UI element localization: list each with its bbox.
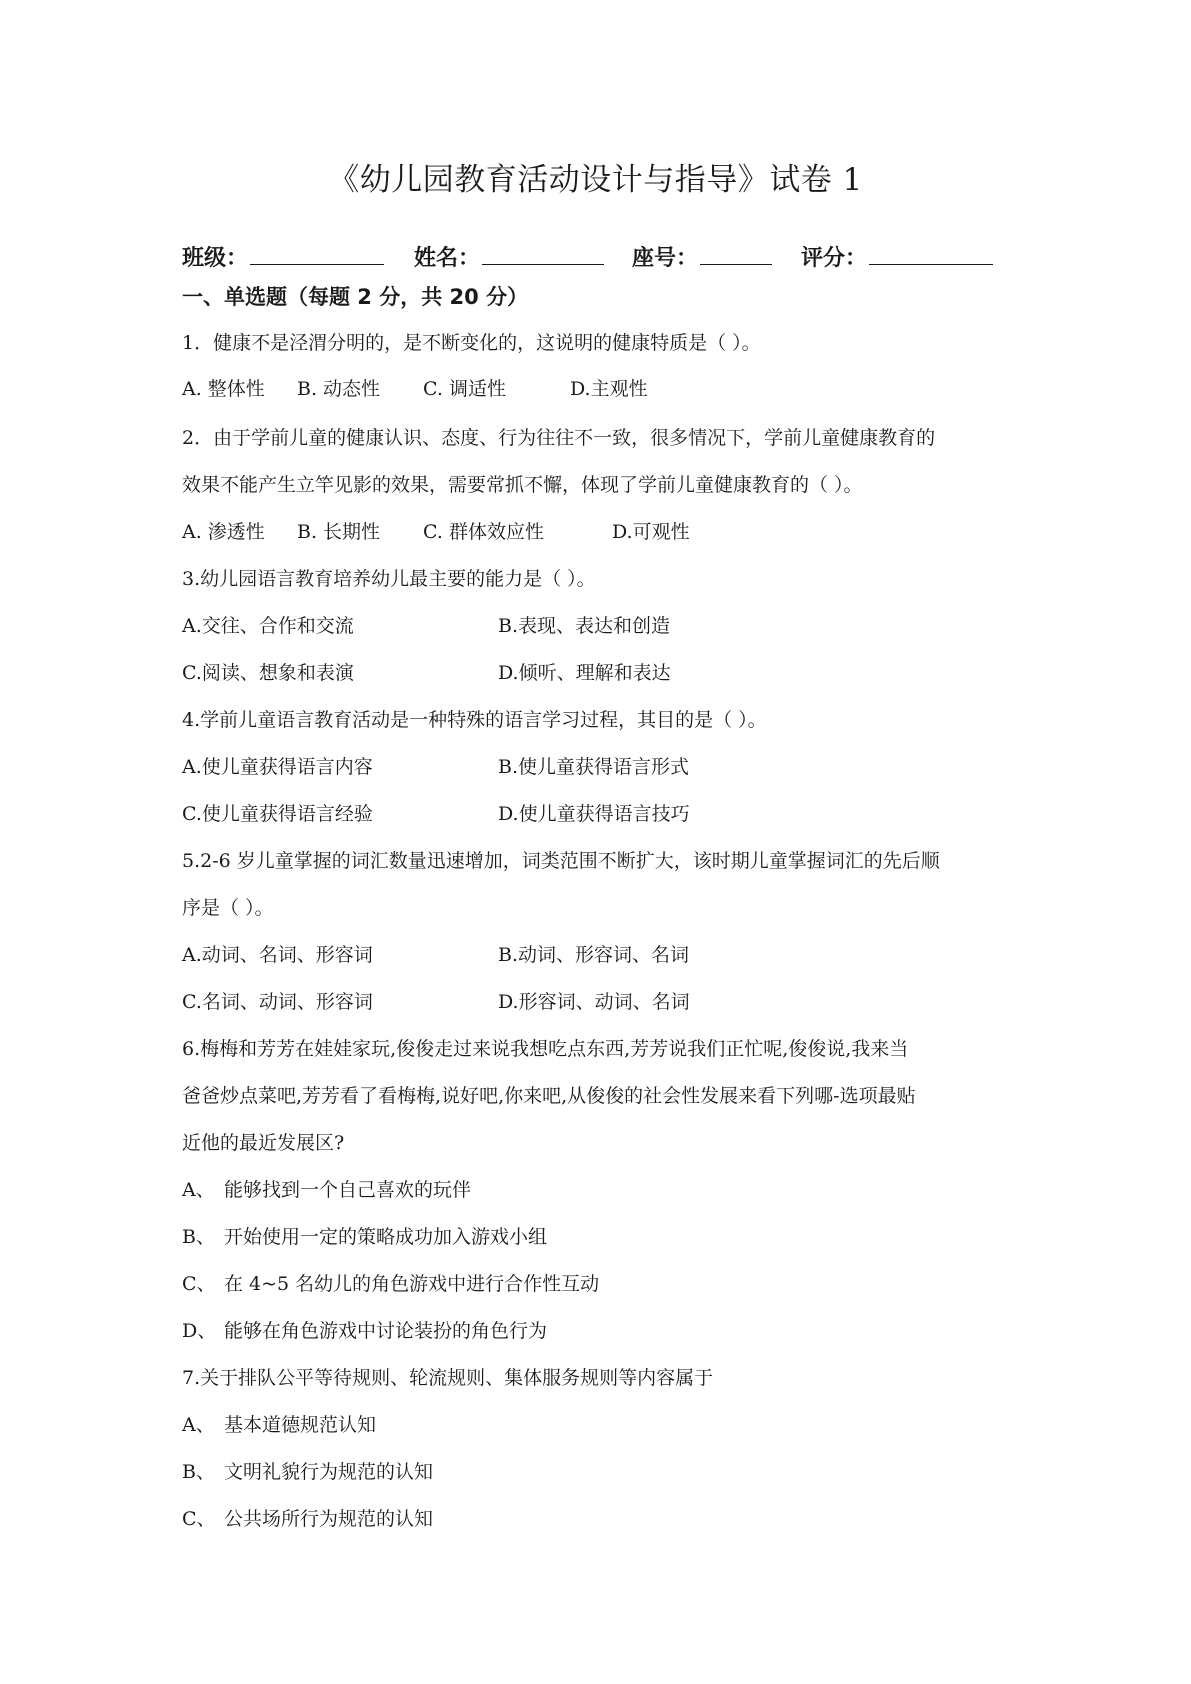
q4-option-d[interactable]: D.使儿童获得语言技巧: [498, 803, 690, 825]
q5-stem-line2: 序是（ ）。: [182, 897, 274, 919]
q6-option-c-label: C、: [182, 1273, 216, 1295]
score-blank[interactable]: [869, 240, 993, 265]
q3-option-d[interactable]: D.倾听、理解和表达: [498, 662, 671, 684]
q3-stem: 3.幼儿园语言教育培养幼儿最主要的能力是（ ）。: [182, 568, 596, 590]
q6-option-c-text: 在 4~5 名幼儿的角色游戏中进行合作性互动: [224, 1273, 600, 1295]
q4-option-a[interactable]: A.使儿童获得语言内容: [182, 756, 373, 778]
score-field: [801, 240, 993, 272]
q5-options-row1: [182, 942, 982, 968]
name-field: [414, 240, 604, 272]
q1-stem: 1．健康不是泾渭分明的，是不断变化的，这说明的健康特质是（ ）。: [182, 332, 761, 354]
q7-stem: 7.关于排队公平等待规则、轮流规则、集体服务规则等内容属于: [182, 1367, 714, 1389]
score-label: 评分：: [801, 246, 868, 271]
q2-option-c[interactable]: C. 群体效应性: [423, 521, 544, 543]
q7-option-a-text: 基本道德规范认知: [224, 1414, 377, 1436]
q1-option-c[interactable]: C. 调适性: [423, 378, 506, 400]
class-blank[interactable]: [250, 240, 384, 265]
name-blank[interactable]: [482, 240, 604, 265]
seat-label: 座号：: [632, 246, 699, 271]
q6-option-b[interactable]: [182, 1224, 982, 1250]
q7-option-b-text: 文明礼貌行为规范的认知: [224, 1461, 434, 1483]
q2-option-a[interactable]: A. 渗透性: [182, 521, 265, 543]
student-info-row: [182, 240, 1012, 272]
q4-options-row1: [182, 754, 982, 780]
q6-option-b-label: B、: [182, 1226, 215, 1248]
q3-option-b[interactable]: B.表现、表达和创造: [498, 615, 671, 637]
q5-stem-line1: 5.2-6 岁儿童掌握的词汇数量迅速增加，词类范围不断扩大，该时期儿童掌握词汇的先后顺: [182, 850, 940, 872]
q1-options: [182, 376, 982, 402]
q6-option-c[interactable]: [182, 1271, 982, 1297]
q1-option-a[interactable]: A. 整体性: [182, 378, 265, 400]
q6-option-d-text: 能够在角色游戏中讨论装扮的角色行为: [224, 1320, 548, 1342]
q7-option-b-label: B、: [182, 1461, 215, 1483]
q6-stem-line3: 近他的最近发展区?: [182, 1132, 345, 1154]
class-label: 班级：: [182, 246, 249, 271]
seat-blank[interactable]: [700, 240, 772, 265]
q3-option-c[interactable]: C.阅读、想象和表演: [182, 662, 354, 684]
section-title: 一、单选题（每题 2 分，共 20 分）: [182, 285, 529, 309]
q1-option-b[interactable]: B. 动态性: [297, 378, 381, 400]
q2-stem-line2: 效果不能产生立竿见影的效果，需要常抓不懈，体现了学前儿童健康教育的（ ）。: [182, 474, 863, 496]
q3-option-a[interactable]: A.交往、合作和交流: [182, 615, 354, 637]
q4-option-c[interactable]: C.使儿童获得语言经验: [182, 803, 373, 825]
q7-option-c-text: 公共场所行为规范的认知: [224, 1508, 434, 1530]
q6-option-a-label: A、: [182, 1179, 215, 1201]
q7-option-a[interactable]: [182, 1412, 982, 1438]
q1-option-d[interactable]: D.主观性: [570, 378, 648, 400]
q2-option-d[interactable]: D.可观性: [612, 521, 690, 543]
q5-option-d[interactable]: D.形容词、动词、名词: [498, 991, 690, 1013]
q2-option-b[interactable]: B. 长期性: [297, 521, 381, 543]
q5-option-b[interactable]: B.动词、形容词、名词: [498, 944, 690, 966]
q7-option-a-label: A、: [182, 1414, 215, 1436]
q5-option-c[interactable]: C.名词、动词、形容词: [182, 991, 373, 1013]
class-field: [182, 240, 384, 272]
q7-option-c-label: C、: [182, 1508, 216, 1530]
q5-option-a[interactable]: A.动词、名词、形容词: [182, 944, 373, 966]
q6-option-d[interactable]: [182, 1318, 982, 1344]
q4-stem: 4.学前儿童语言教育活动是一种特殊的语言学习过程，其目的是（ ）。: [182, 709, 767, 731]
q4-options-row2: [182, 801, 982, 827]
q4-option-b[interactable]: B.使儿童获得语言形式: [498, 756, 690, 778]
q2-options: [182, 519, 982, 545]
q7-option-c[interactable]: [182, 1506, 982, 1532]
q6-stem-line1: 6.梅梅和芳芳在娃娃家玩,俊俊走过来说我想吃点东西,芳芳说我们正忙呢,俊俊说,我来当: [182, 1038, 909, 1060]
name-label: 姓名：: [414, 246, 481, 271]
q3-options-row2: [182, 660, 982, 686]
q7-option-b[interactable]: [182, 1459, 982, 1485]
q6-stem-line2: 爸爸炒点菜吧,芳芳看了看梅梅,说好吧,你来吧,从俊俊的社会性发展来看下列哪-选项最贴: [182, 1085, 916, 1107]
q6-option-b-text: 开始使用一定的策略成功加入游戏小组: [224, 1226, 548, 1248]
seat-field: [632, 240, 772, 272]
q5-options-row2: [182, 989, 982, 1015]
q3-options-row1: [182, 613, 982, 639]
q2-stem-line1: 2．由于学前儿童的健康认识、态度、行为往往不一致，很多情况下，学前儿童健康教育的: [182, 427, 936, 449]
q6-option-a[interactable]: [182, 1177, 982, 1203]
exam-title: 《幼儿园教育活动设计与指导》试卷 1: [328, 162, 863, 198]
q6-option-d-label: D、: [182, 1320, 217, 1342]
q6-option-a-text: 能够找到一个自己喜欢的玩伴: [224, 1179, 472, 1201]
